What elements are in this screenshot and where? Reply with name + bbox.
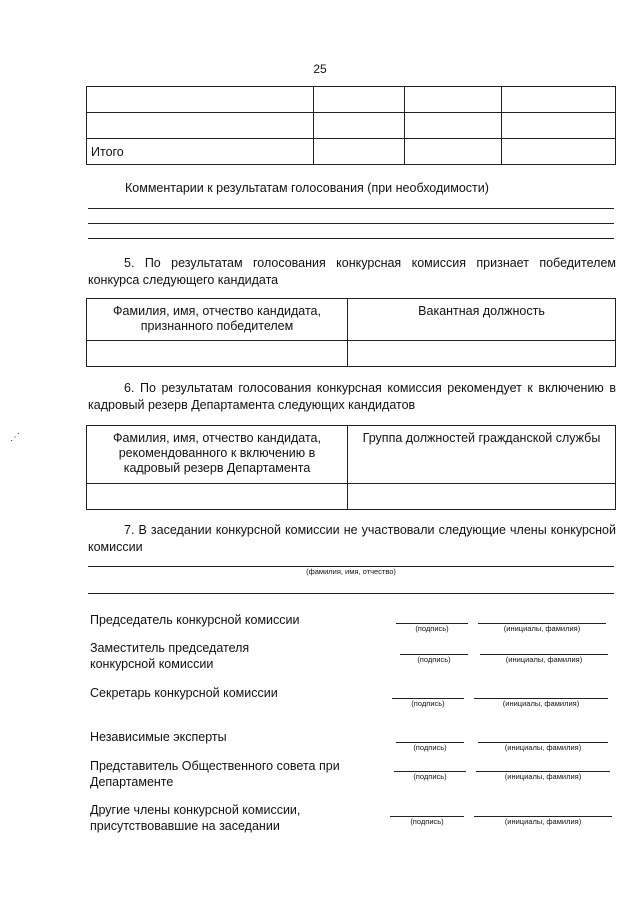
- sign-caption: (подпись): [413, 772, 447, 781]
- reserve-col-group: Группа должностей гражданской службы: [348, 426, 616, 484]
- name-caption: (инициалы, фамилия): [505, 655, 583, 664]
- section6-text: 6. По результатам голосования конкурсная комиссия рекомендует к включению в кадровый резерв Департамента следующих кандидатов: [88, 381, 616, 412]
- sign-caption: (подпись): [417, 655, 451, 664]
- winner-col-name: Фамилия, имя, отчество кандидата, признанного победителем: [87, 299, 348, 341]
- table-row: [87, 87, 616, 113]
- name-caption: (инициалы, фамилия): [504, 772, 582, 781]
- total-label: Итого: [87, 139, 314, 165]
- comments-line: [88, 238, 614, 239]
- name-caption: (инициалы, фамилия): [504, 743, 582, 752]
- table-cell: [314, 87, 405, 113]
- signature-role: Независимые эксперты: [90, 730, 227, 744]
- votes-table: [86, 86, 616, 165]
- signature-role: Представитель Общественного совета при Департаменте: [90, 759, 340, 789]
- table-cell: [502, 113, 616, 139]
- fio-caption: (фамилия, имя, отчество): [306, 567, 396, 576]
- page-number: 25: [313, 62, 327, 76]
- name-caption: (инициалы, фамилия): [504, 817, 582, 826]
- name-caption: (инициалы, фамилия): [503, 624, 581, 633]
- reserve-col-name: Фамилия, имя, отчество кандидата, рекомендованного к включению в кадровый резерв Департамента: [87, 426, 348, 484]
- winner-table: [86, 298, 616, 367]
- sign-caption: (подпись): [410, 817, 444, 826]
- table-row: [87, 113, 616, 139]
- signature-role: Заместитель председателя конкурсной комиссии: [90, 641, 250, 671]
- comments-line: [88, 208, 614, 209]
- section5-text: 5. По результатам голосования конкурсная комиссия признает победителем конкурса следующего кандидата: [88, 256, 616, 287]
- table-row-total: [87, 139, 616, 165]
- sign-caption: (подпись): [415, 624, 449, 633]
- sign-caption: (подпись): [411, 699, 445, 708]
- sign-caption: (подпись): [413, 743, 447, 752]
- table-cell: [314, 139, 405, 165]
- signature-role: Секретарь конкурсной комиссии: [90, 686, 278, 700]
- table-cell: [405, 139, 502, 165]
- table-row: [87, 341, 616, 367]
- table-header-row: [87, 426, 616, 484]
- comments-line: [88, 223, 614, 224]
- signature-role: Председатель конкурсной комиссии: [90, 613, 300, 627]
- absent-members-line: [88, 593, 614, 594]
- table-row: [87, 484, 616, 510]
- table-cell: [348, 484, 616, 510]
- table-cell: [502, 87, 616, 113]
- table-cell: [502, 139, 616, 165]
- table-cell: [405, 87, 502, 113]
- table-header-row: [87, 299, 616, 341]
- signature-role: Другие члены конкурсной комиссии, присутствовавшие на заседании: [90, 803, 301, 833]
- table-cell: [87, 87, 314, 113]
- table-cell: [87, 113, 314, 139]
- table-cell: [348, 341, 616, 367]
- table-cell: [87, 341, 348, 367]
- winner-col-position: Вакантная должность: [348, 299, 616, 341]
- table-cell: [314, 113, 405, 139]
- name-caption: (инициалы, фамилия): [502, 699, 580, 708]
- section7-text: 7. В заседании конкурсной комиссии не участвовали следующие члены конкурсной комиссии: [88, 523, 616, 554]
- table-cell: [87, 484, 348, 510]
- margin-mark: ⋰: [10, 432, 20, 443]
- comments-label: Комментарии к результатам голосования (при необходимости): [125, 181, 489, 195]
- reserve-table: [86, 425, 616, 510]
- table-cell: [405, 113, 502, 139]
